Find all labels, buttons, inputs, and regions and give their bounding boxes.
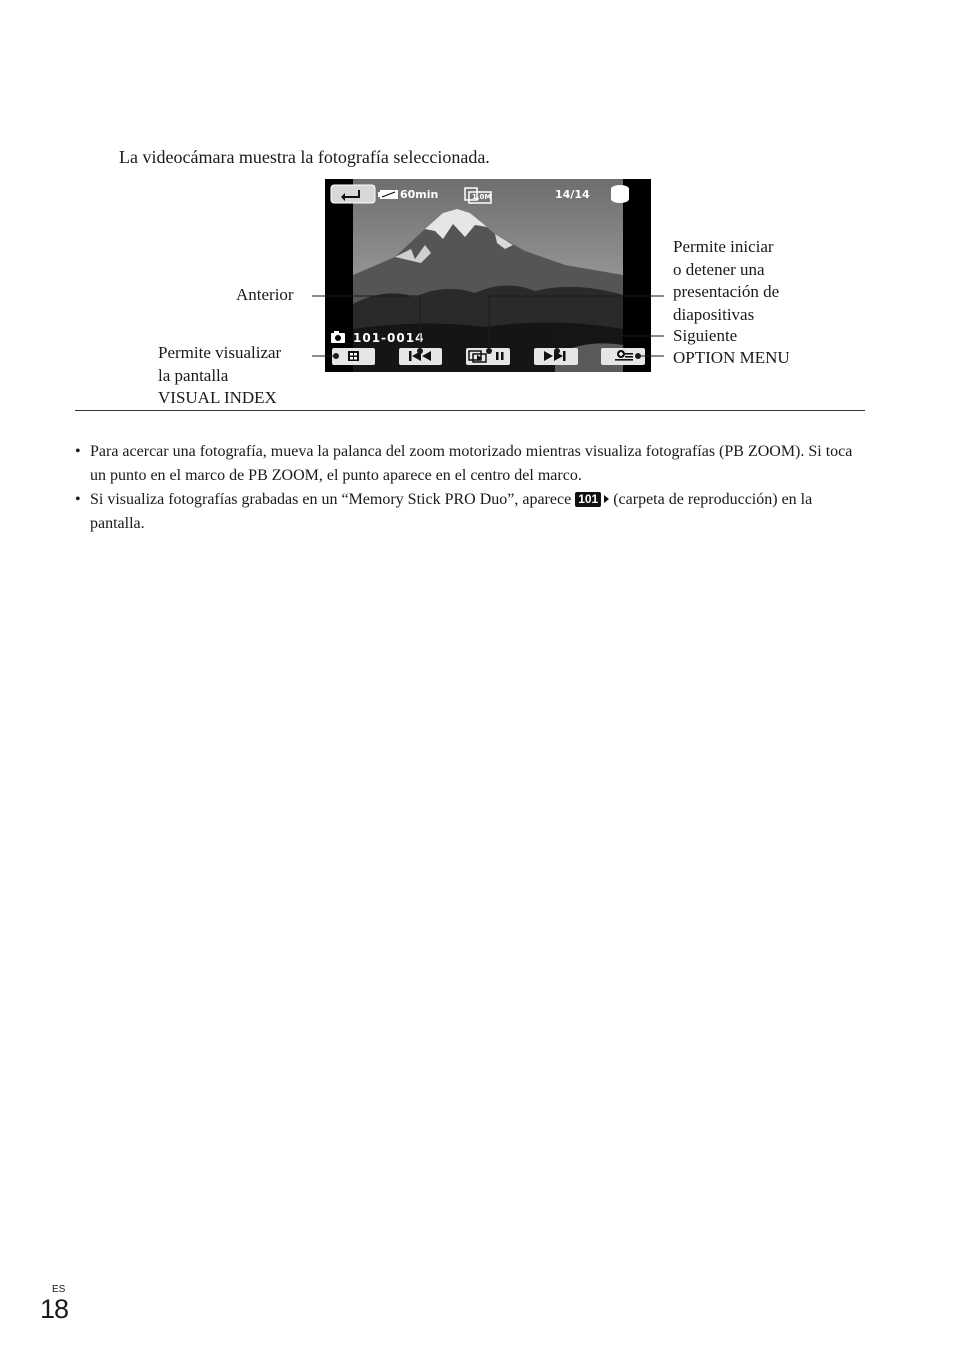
callout-leader-lines [0, 0, 954, 420]
callout-siguiente: Siguiente [673, 326, 738, 345]
note-item: • Si visualiza fotografías grabadas en un “Memory Stick PRO Duo”, aparece 101 (carpeta de reproducción) en la pantalla. [75, 491, 813, 532]
intro-text: La videocámara muestra la fotografía seleccionada. [119, 147, 490, 167]
callout-anterior: Anterior [236, 285, 294, 304]
arrow-right-icon [604, 495, 609, 503]
photo-counter: 14/14 [555, 188, 590, 201]
callout-slideshow: Permite iniciar o detener una presentación de diapositivas [673, 237, 780, 324]
callout-visual-index: Permite visualizar la pantalla VISUAL INDEX [158, 343, 282, 407]
page-number: 18 [40, 1294, 69, 1324]
note-item: • Para acercar una fotografía, mueva la palanca del zoom motorizado mientras visualiza fotografías (PB ZOOM). Si toca un punto en el marco de PB ZOOM, el punto aparece en el centro del marco. [75, 443, 853, 484]
image-size-label: 1,0M [472, 193, 492, 201]
folder-101-icon: 101 [575, 492, 601, 507]
callout-option-menu: OPTION MENU [673, 348, 790, 367]
notes-list [75, 440, 865, 536]
section-divider [75, 410, 865, 411]
battery-remaining: 60min [400, 188, 439, 201]
language-code: ES [52, 1284, 66, 1295]
file-number: 101-0014 [353, 331, 425, 345]
